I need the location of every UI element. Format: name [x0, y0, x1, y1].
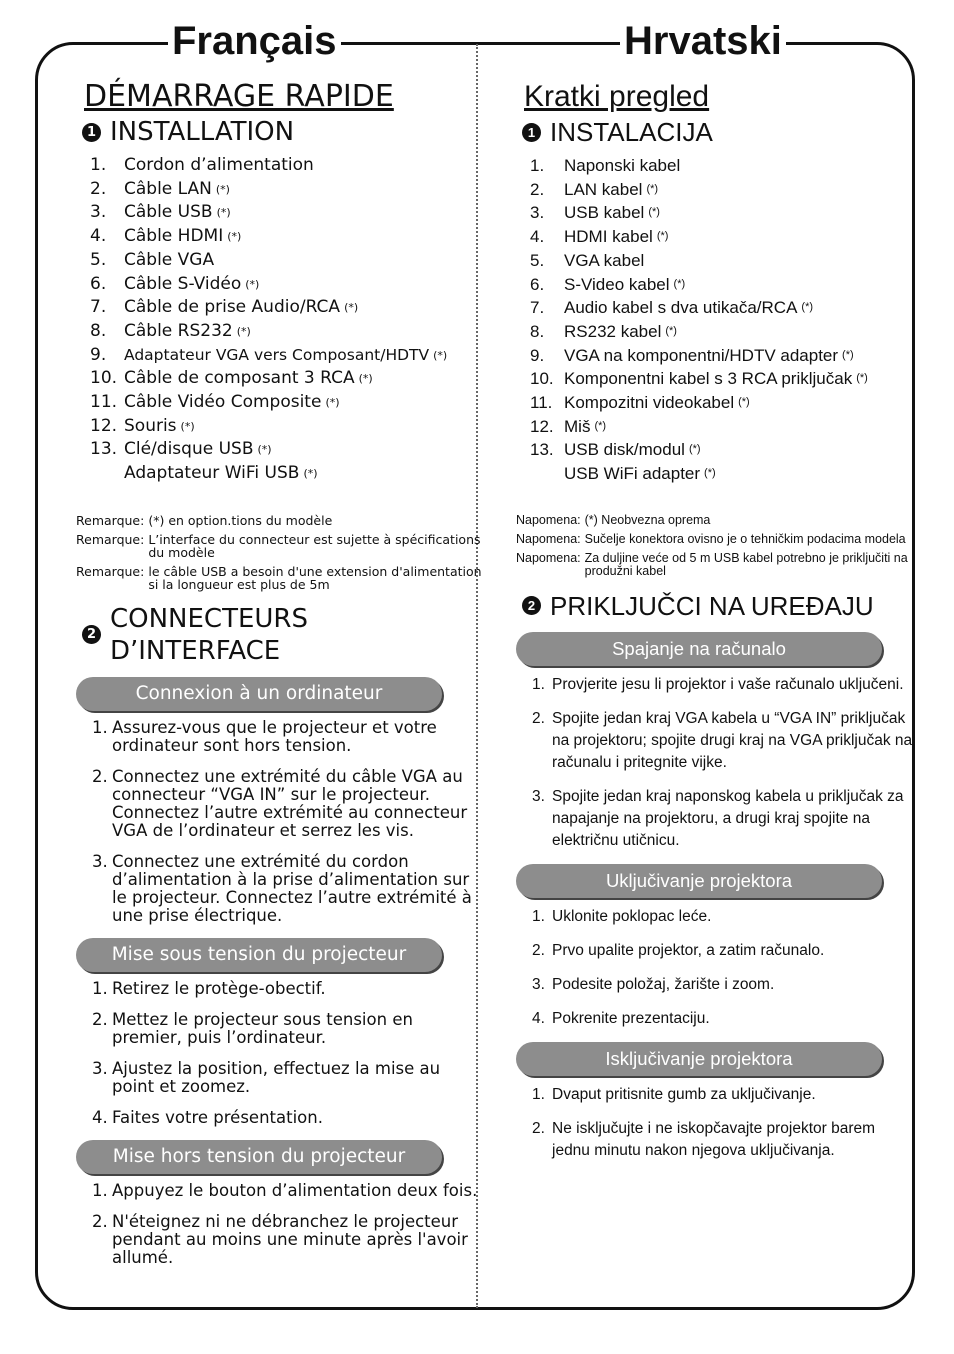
list-item: 2. Mettez le projecteur sous tension en premier, puis l’ordinateur. — [92, 1009, 413, 1047]
note: Napomena: Sučelje konektora ovisno je o tehničkim podacima modela — [516, 531, 906, 546]
list-item: 10. Komponentni kabel s 3 RCA priključak (*) — [530, 369, 868, 389]
list-item: 3. Connectez une extrémité du cordon d’alimentation à la prise d’alimentation sur le projecteur. Connectez l’autre extrémité à une prise électrique. — [92, 851, 472, 925]
language-title-french: Français — [168, 18, 341, 64]
power-on-banner: Uključivanje projektora — [516, 864, 882, 898]
list-item: 1. Uklonite poklopac leće. — [532, 907, 712, 925]
power-on-banner: Mise sous tension du projecteur — [76, 938, 442, 972]
power-on-steps — [76, 980, 486, 1127]
list-item: 7. Câble de prise Audio/RCA (*) — [90, 297, 359, 318]
package-list — [76, 154, 486, 486]
installation-title: INSTALLATION — [110, 117, 295, 147]
french-column — [76, 78, 486, 1280]
list-item: 13. USB disk/modul (*) — [530, 440, 701, 460]
number-one-badge: 1 — [522, 123, 541, 142]
list-item: 12. Miš (*) — [530, 416, 607, 436]
connect-steps — [516, 674, 916, 852]
connect-computer-banner: Connexion à un ordinateur — [76, 677, 442, 711]
list-item: USB WiFi adapter (*) — [564, 464, 716, 484]
list-item: 3. Podesite položaj, žarište i zoom. — [532, 975, 775, 993]
list-item: 1. Provjerite jesu li projektor i vaše računalo uključeni. — [532, 675, 904, 693]
croatian-column — [516, 78, 916, 1174]
power-off-banner: Mise hors tension du projecteur — [76, 1140, 442, 1174]
interface-connectors-heading — [82, 603, 486, 667]
package-list — [516, 154, 916, 486]
notes — [76, 514, 486, 591]
device-connectors-heading — [522, 590, 916, 622]
number-one-badge: 1 — [82, 123, 101, 142]
list-item: 1. Retirez le protège-obectif. — [92, 978, 326, 998]
number-two-badge: 2 — [82, 625, 101, 644]
power-off-steps — [516, 1084, 916, 1162]
list-item: 4. HDMI kabel (*) — [530, 227, 669, 247]
list-item: 7. Audio kabel s dva utikača/RCA (*) — [530, 298, 814, 318]
list-item: 2. Prvo upalite projektor, a zatim računalo. — [532, 941, 825, 959]
device-connectors-title: PRIKLJUČCI NA UREĐAJU — [550, 590, 874, 621]
installation-heading — [522, 116, 916, 148]
list-item: 3. Spojite jedan kraj naponskog kabela u priključak za napajanje na projektoru, a drugi kraj spojite na električnu utičnicu. — [532, 787, 904, 849]
list-item: 2. Câble LAN (*) — [90, 178, 230, 199]
quick-start-heading: Kratki pregled — [524, 80, 710, 113]
list-item: 4. Câble HDMI (*) — [90, 226, 242, 247]
language-title-croatian: Hrvatski — [620, 18, 786, 64]
number-two-badge: 2 — [522, 596, 541, 615]
list-item: 2. N'éteignez ni ne débranchez le projecteur pendant au moins une minute après l'avoir allumé. — [92, 1211, 468, 1267]
notes — [516, 514, 916, 578]
quick-start-heading: DÉMARRAGE RAPIDE — [84, 79, 394, 114]
list-item: 5. Câble VGA — [90, 249, 215, 270]
list-item: 3. Ajustez la position, effectuez la mise au point et zoomez. — [92, 1058, 441, 1096]
list-item: 8. Câble RS232 (*) — [90, 320, 251, 341]
list-item: 2. Connectez une extrémité du câble VGA au connecteur “VGA IN” sur le projecteur. Connectez l’autre extrémité au connecteur VGA de l’ordinateur et serrez les vis. — [92, 766, 468, 840]
list-item: 2. Spojite jedan kraj VGA kabela u “VGA IN” priključak na projektoru; spojite drugi kraj na VGA priključak na računalu i pritegnite vijke. — [532, 709, 913, 771]
note: Napomena: Za duljine veće od 5 m USB kabel potrebno je priključiti na produžni kabel — [516, 550, 908, 578]
list-item: 3. Câble USB (*) — [90, 202, 231, 223]
list-item: 9. Adaptateur VGA vers Composant/HDTV (*) — [90, 344, 448, 365]
list-item: 1. Appuyez le bouton d’alimentation deux fois. — [92, 1180, 478, 1200]
list-item: 3. USB kabel (*) — [530, 203, 660, 223]
list-item: 11. Kompozitni videokabel (*) — [530, 393, 750, 413]
list-item: 4. Pokrenite prezentaciju. — [532, 1009, 710, 1027]
list-item: 2. Ne isključujte i ne iskopčavajte projektor barem jednu minutu nakon njegova uključivanja. — [532, 1119, 876, 1159]
power-on-steps — [516, 906, 916, 1030]
note: Remarque: L’interface du connecteur est sujette à spécifications du modèle — [76, 531, 481, 560]
power-off-steps — [76, 1182, 486, 1267]
list-item: 8. RS232 kabel (*) — [530, 321, 677, 341]
note: Napomena: (*) Neobvezna oprema — [516, 512, 711, 527]
note: Remarque: le câble USB a besoin d'une extension d'alimentation si la longueur est plus de 5m — [76, 563, 482, 592]
list-item: 13. Clé/disque USB (*) — [90, 439, 272, 460]
installation-title: INSTALACIJA — [550, 117, 713, 147]
interface-connectors-title: CONNECTEURS D’INTERFACE — [109, 603, 308, 666]
list-item: Adaptateur WiFi USB (*) — [124, 463, 318, 484]
list-item: 1. Naponski kabel — [530, 156, 681, 175]
list-item: 1. Dvaput pritisnite gumb za uključivanje. — [532, 1085, 816, 1103]
list-item: 9. VGA na komponentni/HDTV adapter (*) — [530, 345, 854, 365]
list-item: 2. LAN kabel (*) — [530, 179, 659, 199]
list-item: 6. Câble S-Vidéo (*) — [90, 273, 260, 294]
list-item: 4. Faites votre présentation. — [92, 1107, 323, 1127]
list-item: 1. Cordon d’alimentation — [90, 155, 314, 175]
list-item: 11. Câble Vidéo Composite (*) — [90, 392, 340, 413]
list-item: 5. VGA kabel — [530, 250, 645, 270]
connect-computer-banner: Spajanje na računalo — [516, 632, 882, 666]
list-item: 12. Souris (*) — [90, 415, 195, 436]
list-item: 1. Assurez-vous que le projecteur et votre ordinateur sont hors tension. — [92, 717, 437, 755]
installation-heading — [82, 116, 486, 148]
connect-steps — [76, 719, 486, 925]
note: Remarque: (*) en option.tions du modèle — [76, 512, 333, 528]
power-off-banner: Isključivanje projektora — [516, 1042, 882, 1076]
list-item: 6. S-Video kabel (*) — [530, 274, 686, 294]
list-item: 10. Câble de composant 3 RCA (*) — [90, 368, 373, 389]
